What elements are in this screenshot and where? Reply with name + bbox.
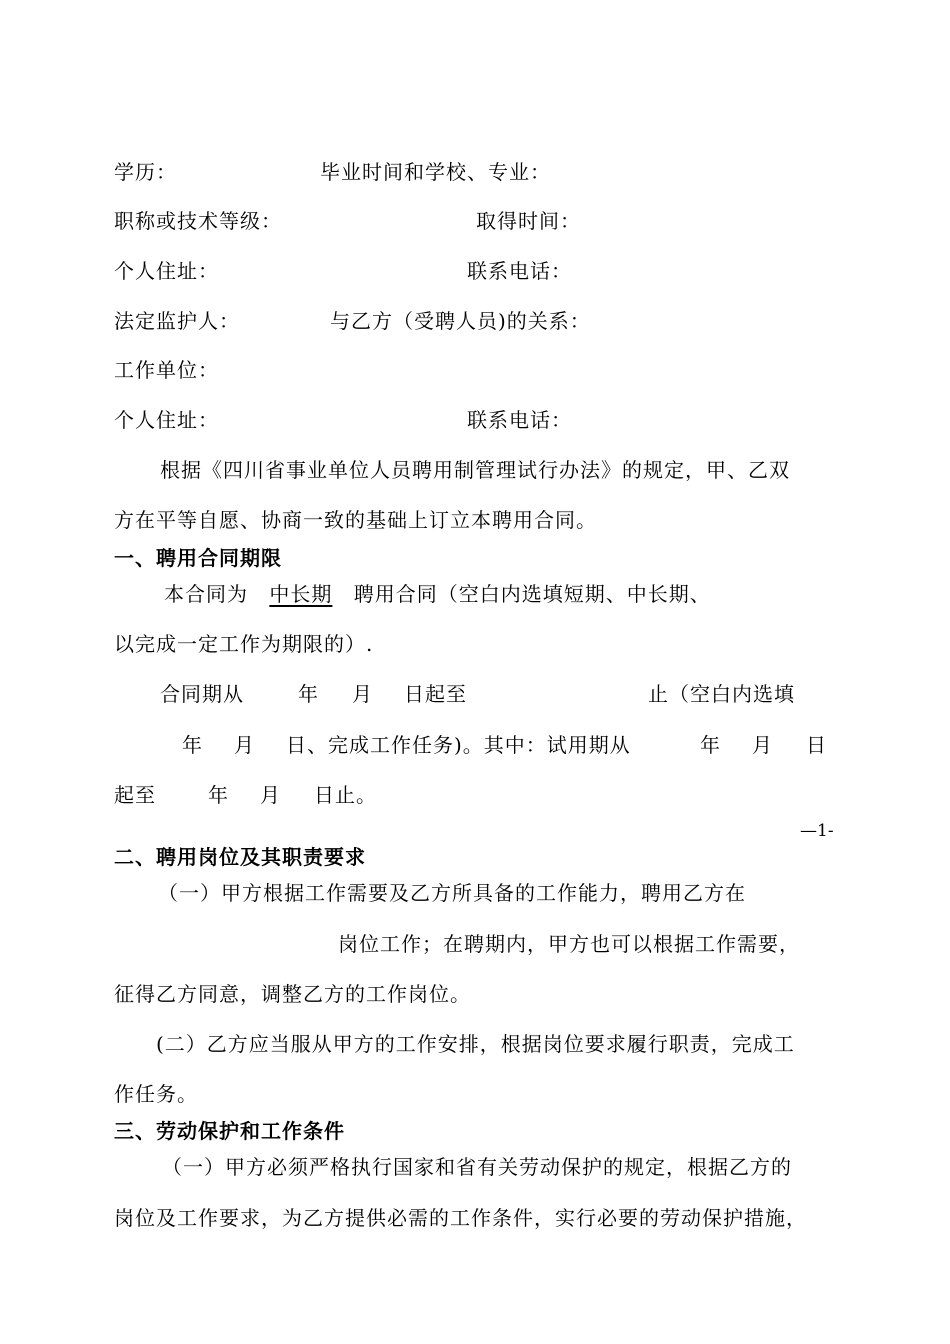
field-graduation: 毕业时间和学校、专业：	[320, 160, 551, 184]
s2-p2-line-2: 作任务。	[114, 1082, 198, 1106]
field-phone-1: 联系电话：	[467, 259, 572, 283]
s1-line-3-c: 月	[352, 682, 373, 706]
field-guardian: 法定监护人：	[114, 309, 240, 333]
field-relation: 与乙方（受聘人员)的关系：	[330, 309, 591, 333]
page-number: —1-	[800, 821, 834, 841]
s2-p2-line-1: (二）乙方应当服从甲方的工作安排，根据岗位要求履行职责，完成工	[156, 1032, 795, 1056]
s2-p1-line-3: 征得乙方同意，调整乙方的工作岗位。	[114, 982, 471, 1006]
s1-line-4-b: 月	[234, 733, 255, 757]
s3-p1-line-2: 岗位及工作要求，为乙方提供必需的工作条件，实行必要的劳动保护措施，	[114, 1206, 807, 1230]
field-title-level: 职称或技术等级：	[114, 209, 282, 233]
s1-line-4-d: 年	[700, 733, 721, 757]
section-2-heading: 二、聘用岗位及其职责要求	[114, 845, 366, 869]
field-address-1: 个人住址：	[114, 259, 219, 283]
s1-line-5-c: 月	[260, 783, 281, 807]
field-address-2: 个人住址：	[114, 408, 219, 432]
s1-line-4-c: 日、完成工作任务)。其中：试用期从	[286, 733, 631, 757]
s1-line-4-a: 年	[182, 733, 203, 757]
s1-line-4-e: 月	[752, 733, 773, 757]
s1-line-3-e: 止（空白内选填	[648, 682, 795, 706]
intro-line-2: 方在平等自愿、协商一致的基础上订立本聘用合同。	[114, 508, 597, 532]
contract-type-fill: 中长期	[269, 582, 333, 606]
s1-line-5-a: 起至	[114, 783, 156, 807]
s1-line-3-a: 合同期从	[160, 682, 244, 706]
s1-line-1-suffix: 聘用合同（空白内选填短期、中长期、	[353, 582, 711, 606]
section-1-heading: 一、聘用合同期限	[114, 546, 282, 570]
s1-line-3-b: 年	[298, 682, 319, 706]
s1-line-3-d: 日起至	[404, 682, 467, 706]
field-phone-2: 联系电话：	[467, 408, 572, 432]
s1-line-4-f: 日	[806, 733, 827, 757]
s1-line-5-d: 日止。	[314, 783, 377, 807]
field-education: 学历：	[114, 160, 177, 184]
field-obtained-time: 取得时间：	[476, 209, 581, 233]
s2-p1-line-1: （一）甲方根据工作需要及乙方所具备的工作能力，聘用乙方在	[158, 881, 746, 905]
s1-line-2: 以完成一定工作为期限的）.	[114, 632, 374, 656]
field-work-unit: 工作单位：	[114, 358, 219, 382]
s1-line-5-b: 年	[208, 783, 229, 807]
s3-p1-line-1: （一）甲方必须严格执行国家和省有关劳动保护的规定，根据乙方的	[162, 1155, 792, 1179]
s1-line-1-prefix: 本合同为	[164, 582, 248, 606]
s2-p1-line-2: 岗位工作；在聘期内，甲方也可以根据工作需要，	[338, 932, 800, 956]
s1-line-1	[164, 580, 711, 608]
section-3-heading: 三、劳动保护和工作条件	[114, 1119, 345, 1143]
intro-line-1: 根据《四川省事业单位人员聘用制管理试行办法》的规定，甲、乙双	[160, 458, 790, 482]
